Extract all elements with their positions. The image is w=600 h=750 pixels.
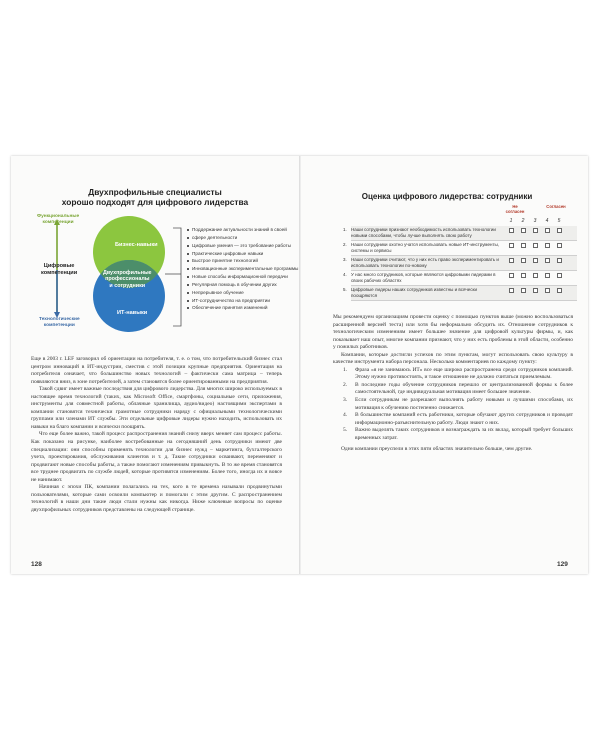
rating-checkbox[interactable] xyxy=(521,258,526,263)
bi-skill-diagram xyxy=(37,214,299,344)
rating-boxes xyxy=(507,228,573,233)
comment-item xyxy=(333,397,573,412)
rating-boxes xyxy=(507,288,573,293)
rating-checkbox[interactable] xyxy=(533,243,538,248)
item-text: Наши сотрудники считают, что у них есть право экспериментировать и использовать технологии по-новому xyxy=(351,257,499,268)
skill-bullets xyxy=(187,226,299,312)
paragraph: Такой сдвиг имеет важные последствия для цифрового лидерства. Для многих широко используемых в настоящее время технологий (таких, как Microsoft Office, смартфоны, социальные сети, приложения, инструменты для совместной работы, облачные хранилища, аудио/видео) настоящими экспертами в компании становятся технически грамотные сотрудники наряду с официальными технологическими группами или членами ИТ службы. Эти отдельные цифровые лидеры нужно находить, использовать их навыки на благо компании и всячески поощрять. xyxy=(31,386,282,430)
comment-text: Важно выделять таких сотрудников и вознаграждать за их вклад, который требует больших временных затрат. xyxy=(355,427,573,441)
comment-text: В последние годы обучение сотрудников перешло от централизованной формы к более самостоятельной, где индивидуальная мотивация имеет большее значение. xyxy=(355,381,573,396)
functional-competencies-label xyxy=(37,214,79,226)
assessment-item xyxy=(343,271,501,285)
digital-label-line: компетенции xyxy=(41,269,78,276)
rating-checkbox[interactable] xyxy=(533,258,538,263)
rating-checkbox[interactable] xyxy=(521,228,526,233)
tech-label-line: Технологические xyxy=(39,317,80,322)
paragraph: Еще в 2003 г. LEF заговорил об ориентации на потребителя, т. е. о том, что потребительский бизнес стал центром инноваций в ИТ-индустрии, сместив с этой позиции крупные предприятия. Ориентация на потребителя означает, что большинство новых технологий – фактически сама матрица – теперь появляются вниз, в зоне потребителей, а затем становятся более ориентированными на предприятия. xyxy=(31,356,282,385)
assessment-row xyxy=(343,241,577,256)
rating-checkbox[interactable] xyxy=(557,258,562,263)
comment-text: Если сотрудникам не разрешают выполнять работу новыми и лучшими способами, их мотивация к обучению постепенно снижается. xyxy=(355,397,573,411)
bracket xyxy=(173,228,181,326)
assessment-title: Оценка цифрового лидерства: сотрудники xyxy=(361,192,533,201)
page-number-right: 129 xyxy=(557,561,568,568)
functional-label-line: Функциональные xyxy=(37,214,80,219)
bullet-item: Поддержание актуальности знаний в своей xyxy=(187,226,299,234)
bullet-item: Инновационные экспериментальные программы xyxy=(187,265,299,273)
rating-boxes xyxy=(507,243,573,248)
paragraph: Что еще более важно, такой процесс распространения знаний снизу вверх меняет сам процесс работы. Как показано на рисунке, наиболее востребованные на сегодняшний день сотрудники имеют две специализации: они способны применять технологии для бизнес нужд – маркетинга, бухгалтерского учета, проектирования, обслуживания клиентов и т. д. Такие сотрудники осваивают, переменяют и продвигают новые способы работы, а также помогают изменениям привыкнуть. В то же время становятся все труднее продвигать по службе людей, которые противятся изменениям. Более того, иногда их и вовсе не нанимают. xyxy=(31,431,282,483)
rating-checkbox[interactable] xyxy=(509,243,514,248)
paragraph: Начиная с эпохи ПК, компании полагались на тех, кого в те времена называли продвинутыми пользователями, которые сами освоили компьютер и помогали с этим другим. С распространением технологий в наши дни такие люди стали нужны как никогда. Ниже ключевые вопросы по оценке двухпрофильных сотрудников представлены на следующей странице. xyxy=(31,484,282,513)
assessment-row xyxy=(343,271,577,286)
rating-checkbox[interactable] xyxy=(533,273,538,278)
paragraph: Мы рекомендуем организациям провести оценку с помощью пунктов выше (можно воспользоваться расширенной версией теста) или хотя бы неформально обсудить их. Отношение сотрудников к технологическим изменениям имеет большее значение для цифровой культуры фирмы, и, как показывает наш опыт, многие компании признают, что у них есть проблемы в этой области, особенно у пожилых работников. xyxy=(333,314,573,351)
scale-disagree-label xyxy=(504,204,526,214)
item-text: Цифровые лидеры наших сотрудников известны и всячески поощряются xyxy=(351,287,477,298)
comment-number: 1. xyxy=(343,366,348,373)
figure-title-line-1: Двухпрофильные специалисты xyxy=(88,187,222,197)
comment-text: Фраза «я не занимаюсь ИТ» все еще широко распространена среди сотрудников компаний. Этому нужно противостоять, и такое отношение не должно считаться приемлемым. xyxy=(355,366,573,381)
rating-checkbox[interactable] xyxy=(557,243,562,248)
rating-checkbox[interactable] xyxy=(557,228,562,233)
rating-checkbox[interactable] xyxy=(509,273,514,278)
rating-boxes xyxy=(507,258,573,263)
scale-number: 1 xyxy=(509,218,513,224)
bullet-item: Регулярная помощь в обучении других xyxy=(187,281,299,289)
rating-checkbox[interactable] xyxy=(521,288,526,293)
comment-item xyxy=(333,427,573,442)
scale-number: 2 xyxy=(521,218,525,224)
scale-number: 3 xyxy=(533,218,537,224)
rating-checkbox[interactable] xyxy=(557,273,562,278)
book-spread xyxy=(11,156,588,574)
comment-number: 2. xyxy=(343,381,348,388)
digital-label-line: Цифровые xyxy=(43,263,75,269)
center-label-line: и сотрудники xyxy=(109,282,146,289)
center-label-line: Двухпрофильные xyxy=(103,270,152,276)
it-skills-label: ИТ-навыки xyxy=(117,310,148,316)
right-body-text xyxy=(333,314,573,454)
tech-competencies-label xyxy=(39,317,80,329)
bullet-item: Цифровые умения — это требование работы xyxy=(187,242,299,250)
comment-list xyxy=(333,367,573,442)
assessment-item xyxy=(343,256,501,270)
item-number: 3. xyxy=(343,257,347,262)
bullet-item: Непрерывное обучение xyxy=(187,289,299,297)
rating-checkbox[interactable] xyxy=(509,288,514,293)
rating-checkbox[interactable] xyxy=(545,273,550,278)
center-label-line: профессионалы xyxy=(105,276,150,283)
digital-competencies-label xyxy=(41,263,77,276)
scale-number: 4 xyxy=(545,218,549,224)
assessment-row xyxy=(343,226,577,241)
scale-agree-label xyxy=(541,204,571,209)
bullet-item: Обеспечение принятия изменений xyxy=(187,304,299,312)
rating-checkbox[interactable] xyxy=(509,228,514,233)
rating-checkbox[interactable] xyxy=(533,288,538,293)
bullet-item: Практические цифровые навыки xyxy=(187,250,299,258)
bullet-item: Быстрое принятие технологий xyxy=(187,257,299,265)
rating-checkbox[interactable] xyxy=(545,288,550,293)
item-number: 1. xyxy=(343,227,347,232)
business-skills-label: Бизнес-навыки xyxy=(115,242,158,248)
bullet-item-cont: сфере деятельности xyxy=(187,234,299,242)
rating-checkbox[interactable] xyxy=(545,228,550,233)
left-body-text xyxy=(31,356,282,514)
rating-boxes xyxy=(507,273,573,278)
assessment-item xyxy=(343,241,501,255)
functional-label-line: компетенции xyxy=(42,219,74,225)
assessment-item xyxy=(343,286,501,300)
comment-number: 3. xyxy=(343,397,348,404)
rating-checkbox[interactable] xyxy=(545,258,550,263)
right-page xyxy=(301,156,588,574)
comment-item xyxy=(333,412,573,427)
item-text: Наши сотрудники признают необходимость использовать технологии новыми способами, чтобы лучше выполнять свою работу xyxy=(351,227,496,238)
assessment-row xyxy=(343,286,577,301)
item-text: Наши сотрудники охотно учатся использовать новые ИТ-инструменты, системы и сервисы xyxy=(351,242,500,253)
rating-checkbox[interactable] xyxy=(509,258,514,263)
bullet-item: Новые способы информационной передачи xyxy=(187,273,299,281)
scale-high-line: Согласен xyxy=(546,204,566,209)
assessment-table xyxy=(343,226,577,301)
bullet-item: ИТ-сотрудничество на предприятии xyxy=(187,297,299,305)
comment-number: 4. xyxy=(343,412,348,419)
figure-title-line-2: хорошо подходят для цифрового лидерства xyxy=(61,197,249,207)
comment-text: В большинстве компаний есть работники, которые обучают других сотрудников и проводят информационно-разъяснительную работу. Люди знают о них. xyxy=(355,412,573,426)
assessment-row xyxy=(343,256,577,271)
rating-checkbox[interactable] xyxy=(521,243,526,248)
assessment-item xyxy=(343,226,501,240)
closing-paragraph: Одни компании преуспели в этих пяти областях значительно больше, чем другие. xyxy=(341,446,533,453)
comment-item xyxy=(333,382,573,397)
figure-title xyxy=(31,187,279,207)
page-number-left: 128 xyxy=(31,561,42,568)
scale-low-line: Не xyxy=(512,204,518,209)
comment-number: 5. xyxy=(343,427,348,434)
item-number: 4. xyxy=(343,272,347,277)
scale-number: 5 xyxy=(557,218,561,224)
scale-low-line: согласен xyxy=(505,209,525,214)
item-text: У нас много сотрудников, которые являются цифровыми лидерами в своих рабочих областях xyxy=(351,272,496,283)
item-number: 5. xyxy=(343,287,347,292)
tech-label-line: компетенции xyxy=(43,322,75,328)
rating-checkbox[interactable] xyxy=(545,243,550,248)
rating-checkbox[interactable] xyxy=(533,228,538,233)
comment-item xyxy=(333,367,573,382)
paragraph: Компании, которые достигли успехов по этим пунктам, могут использовать свою культуру в качестве инструмента набора персонала. Несколько комментариев по каждому пункту: xyxy=(333,351,573,366)
bi-skill-professionals-label xyxy=(103,270,152,289)
item-number: 2. xyxy=(343,242,347,247)
left-page xyxy=(11,156,299,574)
rating-checkbox[interactable] xyxy=(521,273,526,278)
rating-checkbox[interactable] xyxy=(557,288,562,293)
